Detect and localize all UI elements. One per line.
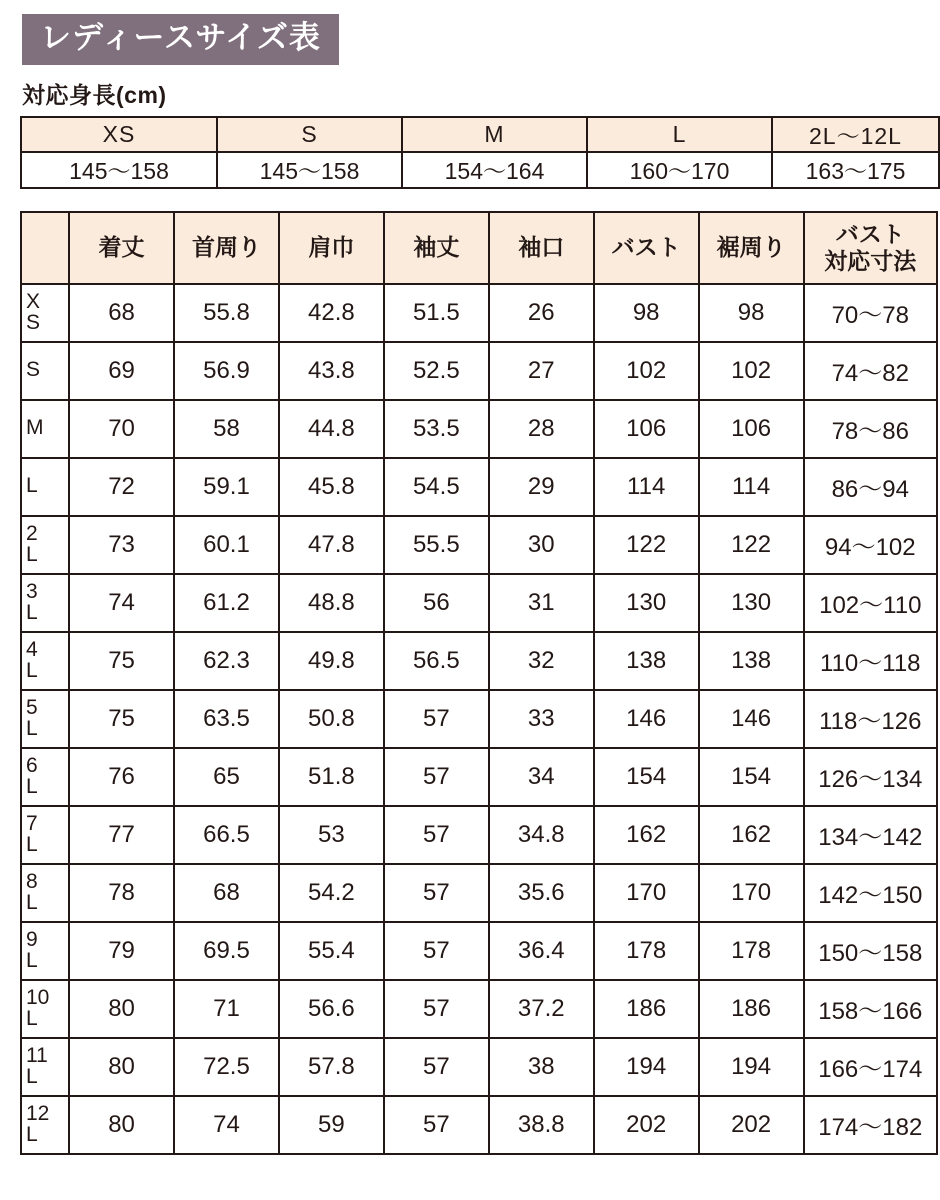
row-size-label-line: L	[26, 716, 38, 740]
row-size-label-line: L	[26, 1122, 38, 1146]
row-size-label-line: L	[26, 948, 38, 972]
table-cell: 57	[384, 690, 489, 748]
measurement-table-body	[21, 284, 937, 1154]
header-length: 着丈	[69, 212, 174, 284]
table-cell: 37.2	[489, 980, 594, 1038]
table-cell: 55.8	[174, 284, 279, 342]
table-cell: 57	[384, 864, 489, 922]
table-cell: 146	[594, 690, 699, 748]
table-cell: 30	[489, 516, 594, 574]
table-cell: 34	[489, 748, 594, 806]
table-row	[21, 980, 937, 1038]
table-cell: 58	[174, 400, 279, 458]
table-row	[21, 922, 937, 980]
table-cell: 74〜82	[804, 342, 937, 400]
table-row	[21, 864, 937, 922]
table-row	[21, 748, 937, 806]
table-cell: 122	[699, 516, 804, 574]
table-cell: 44.8	[279, 400, 384, 458]
table-row	[21, 806, 937, 864]
table-cell: 63.5	[174, 690, 279, 748]
table-row	[21, 1038, 937, 1096]
table-cell: 80	[69, 1038, 174, 1096]
table-cell: 158〜166	[804, 980, 937, 1038]
row-size-label-line: L	[26, 474, 38, 498]
table-cell: 178	[594, 922, 699, 980]
table-cell: 106	[594, 400, 699, 458]
height-table-value-row	[21, 152, 939, 188]
table-cell: 52.5	[384, 342, 489, 400]
table-cell: 122	[594, 516, 699, 574]
table-cell: 35.6	[489, 864, 594, 922]
table-cell: 61.2	[174, 574, 279, 632]
table-cell: 86〜94	[804, 458, 937, 516]
table-row	[21, 516, 937, 574]
row-size-label	[21, 458, 69, 516]
table-cell: 98	[699, 284, 804, 342]
table-cell: 56.5	[384, 632, 489, 690]
table-row	[21, 632, 937, 690]
table-cell: 170	[594, 864, 699, 922]
table-cell: 56.6	[279, 980, 384, 1038]
row-size-label-line: L	[26, 658, 38, 682]
table-cell: 50.8	[279, 690, 384, 748]
row-size-label	[21, 342, 69, 400]
table-cell: 59	[279, 1096, 384, 1154]
table-cell: 33	[489, 690, 594, 748]
row-size-label-line: 8	[26, 869, 38, 893]
table-cell: 55.4	[279, 922, 384, 980]
table-row	[21, 1096, 937, 1154]
table-cell: 51.5	[384, 284, 489, 342]
row-size-label-line: S	[26, 310, 41, 334]
table-cell: 69	[69, 342, 174, 400]
table-cell: 56.9	[174, 342, 279, 400]
row-size-label	[21, 400, 69, 458]
header-bust-fit-line2: 対応寸法	[824, 247, 917, 274]
table-cell: 43.8	[279, 342, 384, 400]
table-row	[21, 574, 937, 632]
table-cell: 29	[489, 458, 594, 516]
table-cell: 38	[489, 1038, 594, 1096]
table-cell: 53.5	[384, 400, 489, 458]
table-cell: 28	[489, 400, 594, 458]
row-size-label-line: L	[26, 1064, 38, 1088]
row-size-label	[21, 864, 69, 922]
table-cell: 53	[279, 806, 384, 864]
table-cell: 130	[594, 574, 699, 632]
table-cell: 68	[174, 864, 279, 922]
row-size-label	[21, 690, 69, 748]
row-size-label-line: L	[26, 1006, 38, 1030]
header-shoulder: 肩巾	[279, 212, 384, 284]
header-bust-fit	[804, 212, 937, 284]
table-cell: 114	[594, 458, 699, 516]
table-row	[21, 458, 937, 516]
table-cell: 77	[69, 806, 174, 864]
height-range-cell: 163〜175	[772, 152, 939, 188]
table-cell: 130	[699, 574, 804, 632]
table-cell: 57	[384, 922, 489, 980]
table-cell: 59.1	[174, 458, 279, 516]
table-cell: 94〜102	[804, 516, 937, 574]
table-cell: 102	[594, 342, 699, 400]
table-cell: 150〜158	[804, 922, 937, 980]
table-cell: 186	[699, 980, 804, 1038]
height-size-cell: M	[402, 117, 587, 152]
row-size-label-line: 2	[26, 521, 38, 545]
row-size-label	[21, 632, 69, 690]
table-cell: 154	[699, 748, 804, 806]
table-cell: 134〜142	[804, 806, 937, 864]
table-cell: 32	[489, 632, 594, 690]
table-cell: 78	[69, 864, 174, 922]
row-size-label	[21, 980, 69, 1038]
table-cell: 80	[69, 1096, 174, 1154]
table-cell: 78〜86	[804, 400, 937, 458]
row-size-label-line: 11	[26, 1043, 48, 1067]
table-cell: 57	[384, 1096, 489, 1154]
table-cell: 166〜174	[804, 1038, 937, 1096]
table-cell: 57	[384, 1038, 489, 1096]
table-cell: 55.5	[384, 516, 489, 574]
table-cell: 102	[699, 342, 804, 400]
measurement-table-head	[21, 212, 937, 284]
height-range-cell: 145〜158	[21, 152, 217, 188]
table-cell: 80	[69, 980, 174, 1038]
row-size-label-line: L	[26, 890, 38, 914]
height-table-header-row	[21, 117, 939, 152]
table-cell: 72	[69, 458, 174, 516]
height-size-cell: S	[217, 117, 402, 152]
table-row	[21, 284, 937, 342]
table-cell: 57	[384, 748, 489, 806]
table-cell: 36.4	[489, 922, 594, 980]
header-neck: 首周り	[174, 212, 279, 284]
table-cell: 162	[594, 806, 699, 864]
table-cell: 74	[69, 574, 174, 632]
table-cell: 74	[174, 1096, 279, 1154]
height-range-cell: 154〜164	[402, 152, 587, 188]
table-cell: 62.3	[174, 632, 279, 690]
row-size-label-line: 6	[26, 753, 38, 777]
row-size-label-line: 10	[26, 985, 50, 1009]
header-bust-fit-line1: バスト	[835, 221, 905, 248]
table-cell: 70〜78	[804, 284, 937, 342]
table-cell: 47.8	[279, 516, 384, 574]
table-cell: 79	[69, 922, 174, 980]
table-cell: 69.5	[174, 922, 279, 980]
row-size-label	[21, 922, 69, 980]
table-cell: 102〜110	[804, 574, 937, 632]
table-cell: 178	[699, 922, 804, 980]
table-cell: 45.8	[279, 458, 384, 516]
table-cell: 202	[699, 1096, 804, 1154]
table-row	[21, 342, 937, 400]
row-size-label-line: S	[26, 358, 41, 382]
table-cell: 70	[69, 400, 174, 458]
table-cell: 57.8	[279, 1038, 384, 1096]
row-size-label-line: L	[26, 832, 38, 856]
row-size-label-line: 7	[26, 811, 38, 835]
table-row	[21, 400, 937, 458]
table-cell: 170	[699, 864, 804, 922]
table-cell: 186	[594, 980, 699, 1038]
table-cell: 194	[699, 1038, 804, 1096]
row-size-label-line: X	[26, 289, 41, 313]
table-cell: 68	[69, 284, 174, 342]
page-title: レディースサイズ表	[22, 14, 339, 65]
table-cell: 38.8	[489, 1096, 594, 1154]
row-size-label-line: 5	[26, 695, 38, 719]
table-cell: 126〜134	[804, 748, 937, 806]
table-cell: 194	[594, 1038, 699, 1096]
table-cell: 34.8	[489, 806, 594, 864]
table-cell: 60.1	[174, 516, 279, 574]
row-size-label-line: 12	[26, 1101, 50, 1125]
table-cell: 54.2	[279, 864, 384, 922]
table-cell: 174〜182	[804, 1096, 937, 1154]
row-size-label	[21, 806, 69, 864]
height-size-cell: XS	[21, 117, 217, 152]
height-size-cell: L	[587, 117, 772, 152]
table-cell: 202	[594, 1096, 699, 1154]
height-size-cell: 2L〜12L	[772, 117, 939, 152]
row-size-label	[21, 516, 69, 574]
measurement-section	[20, 211, 928, 1155]
table-cell: 138	[699, 632, 804, 690]
table-cell: 27	[489, 342, 594, 400]
header-bust: バスト	[594, 212, 699, 284]
table-cell: 76	[69, 748, 174, 806]
row-size-label-line: 4	[26, 637, 38, 661]
table-cell: 146	[699, 690, 804, 748]
table-cell: 71	[174, 980, 279, 1038]
table-cell: 75	[69, 632, 174, 690]
table-cell: 49.8	[279, 632, 384, 690]
measurement-table	[20, 211, 938, 1155]
table-cell: 138	[594, 632, 699, 690]
row-size-label-line: L	[26, 774, 38, 798]
row-size-label	[21, 574, 69, 632]
header-cuff: 袖口	[489, 212, 594, 284]
table-cell: 26	[489, 284, 594, 342]
header-hem: 裾周り	[699, 212, 804, 284]
height-range-cell: 145〜158	[217, 152, 402, 188]
table-cell: 162	[699, 806, 804, 864]
table-cell: 66.5	[174, 806, 279, 864]
table-cell: 56	[384, 574, 489, 632]
row-size-label-line: M	[26, 416, 44, 440]
row-size-label-line: 9	[26, 927, 38, 951]
corner-cell	[21, 212, 69, 284]
height-section-label: 対応身長(cm)	[22, 81, 167, 108]
table-cell: 114	[699, 458, 804, 516]
table-cell: 142〜150	[804, 864, 937, 922]
table-cell: 72.5	[174, 1038, 279, 1096]
table-cell: 75	[69, 690, 174, 748]
row-size-label	[21, 1038, 69, 1096]
table-cell: 110〜118	[804, 632, 937, 690]
row-size-label-line: L	[26, 542, 38, 566]
row-size-label-line: L	[26, 600, 38, 624]
table-cell: 98	[594, 284, 699, 342]
row-size-label	[21, 748, 69, 806]
header-sleeve-length: 袖丈	[384, 212, 489, 284]
table-cell: 65	[174, 748, 279, 806]
table-cell: 51.8	[279, 748, 384, 806]
measurement-header-row	[21, 212, 937, 284]
height-table	[20, 116, 940, 189]
table-cell: 106	[699, 400, 804, 458]
table-row	[21, 690, 937, 748]
height-range-cell: 160〜170	[587, 152, 772, 188]
table-cell: 57	[384, 980, 489, 1038]
table-cell: 118〜126	[804, 690, 937, 748]
row-size-label	[21, 284, 69, 342]
table-cell: 57	[384, 806, 489, 864]
table-cell: 54.5	[384, 458, 489, 516]
table-cell: 31	[489, 574, 594, 632]
row-size-label-line: 3	[26, 579, 38, 603]
row-size-label	[21, 1096, 69, 1154]
table-cell: 42.8	[279, 284, 384, 342]
table-cell: 73	[69, 516, 174, 574]
table-cell: 48.8	[279, 574, 384, 632]
table-cell: 154	[594, 748, 699, 806]
